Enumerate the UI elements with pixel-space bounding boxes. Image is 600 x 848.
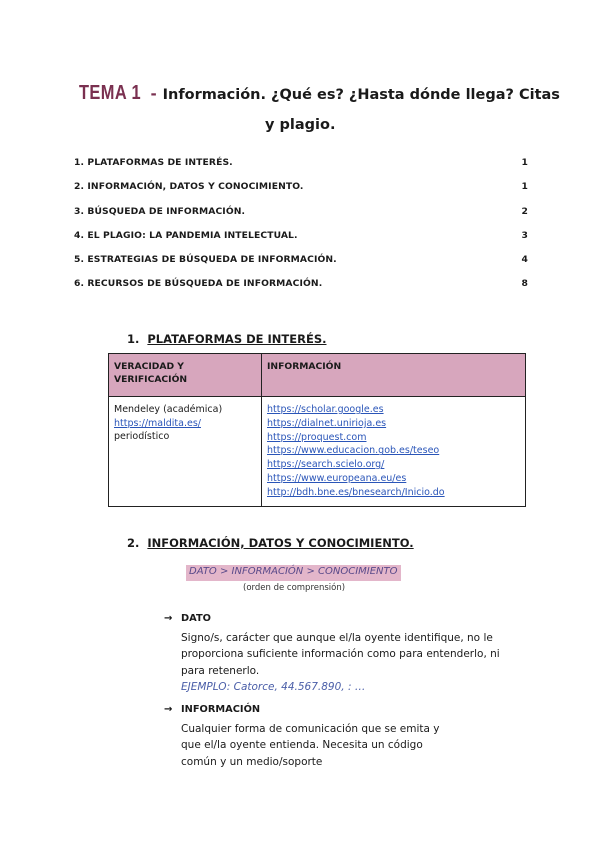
title-line-2: y plagio.	[265, 117, 336, 133]
toc-row[interactable]	[74, 230, 528, 254]
link-scholar[interactable]: https://scholar.google.es	[267, 404, 384, 415]
toc-row[interactable]	[74, 157, 528, 181]
link-europeana[interactable]: https://www.europeana.eu/es	[267, 472, 407, 484]
informacion-heading: INFORMACIÓN	[181, 704, 261, 715]
dato-example: EJEMPLO: Catorce, 44.567.890, : …	[181, 680, 366, 693]
section-1-title: PLATAFORMAS DE INTERÉS.	[147, 332, 327, 346]
dato-heading: DATO	[181, 613, 211, 624]
title-line-1	[79, 82, 560, 105]
toc-row[interactable]	[74, 181, 528, 205]
toc-label: 5. ESTRATEGIAS DE BÚSQUEDA DE INFORMACIÓN.	[74, 254, 337, 266]
dato-line: Signo/s, carácter que aunque el/la oyente identifique, no le	[181, 632, 493, 644]
toc-label: 1. PLATAFORMAS DE INTERÉS.	[74, 157, 233, 168]
toc-label: 3. BÚSQUEDA DE INFORMACIÓN.	[74, 205, 246, 217]
toc-row[interactable]	[74, 254, 528, 278]
header-veracidad: VERACIDAD Y VERIFICACIÓN	[109, 354, 262, 397]
section-2-heading	[127, 536, 414, 550]
toc-page: 8	[521, 278, 528, 290]
dato-body	[181, 630, 500, 695]
informacion-line: que el/la oyente entienda. Necesita un código	[181, 739, 423, 752]
toc-row[interactable]	[74, 206, 528, 230]
link-bdh[interactable]: http://bdh.bne.es/bnesearch/Inicio.do	[267, 486, 445, 498]
header-informacion: INFORMACIÓN	[262, 354, 526, 397]
toc-label: 2. INFORMACIÓN, DATOS Y CONOCIMIENTO.	[74, 181, 304, 193]
mendeley-text: Mendeley (académica)	[114, 404, 223, 415]
dato-bullet	[164, 613, 524, 693]
link-dialnet[interactable]: https://dialnet.unirioja.es	[267, 417, 387, 429]
tema-label: TEMA 1	[79, 82, 141, 104]
table-header-row	[109, 354, 526, 397]
table-row	[109, 397, 526, 507]
comprehension-order-note: (orden de comprensión)	[243, 583, 346, 593]
link-scielo[interactable]: https://search.scielo.org/	[267, 459, 385, 471]
toc-page: 2	[521, 205, 528, 217]
arrow-icon: →	[164, 704, 173, 715]
informacion-line: Cualquier forma de comunicación que se emita y	[181, 723, 440, 735]
toc-row[interactable]	[74, 278, 528, 302]
veracidad-cell	[109, 397, 262, 507]
title-text-1: Información. ¿Qué es? ¿Hasta dónde llega? Citas	[162, 87, 560, 103]
platforms-table	[108, 353, 526, 507]
section-2-title: INFORMACIÓN, DATOS Y CONOCIMIENTO.	[147, 536, 414, 550]
section-1-number: 1.	[127, 332, 140, 346]
link-proquest[interactable]: https://proquest.com	[267, 431, 367, 443]
informacion-bullet	[164, 704, 524, 774]
arrow-icon: →	[164, 613, 173, 624]
hierarchy-highlight: DATO > INFORMACIÓN > CONOCIMIENTO	[186, 565, 401, 581]
link-teseo[interactable]: https://www.educacion.gob.es/teseo	[267, 445, 440, 457]
dato-line: para retenerlo.	[181, 664, 260, 677]
informacion-cell	[262, 397, 526, 507]
toc-label: 6. RECURSOS DE BÚSQUEDA DE INFORMACIÓN.	[74, 278, 323, 290]
title-dash: -	[150, 83, 157, 103]
section-2-number: 2.	[127, 536, 140, 550]
dato-line: proporciona suficiente información como para entenderlo, ni	[181, 648, 500, 661]
toc-page: 1	[521, 157, 528, 168]
toc-page: 1	[521, 181, 528, 193]
table-of-contents	[74, 157, 528, 303]
toc-label: 4. EL PLAGIO: LA PANDEMIA INTELECTUAL.	[74, 229, 298, 241]
toc-page: 4	[521, 254, 528, 266]
informacion-line: común y un medio/soporte	[181, 755, 323, 768]
section-1-heading	[127, 332, 326, 346]
informacion-body	[181, 721, 439, 770]
maldita-link[interactable]: https://maldita.es/	[114, 417, 201, 429]
toc-page: 3	[521, 229, 528, 241]
periodistico-text: periodístico	[114, 431, 170, 443]
